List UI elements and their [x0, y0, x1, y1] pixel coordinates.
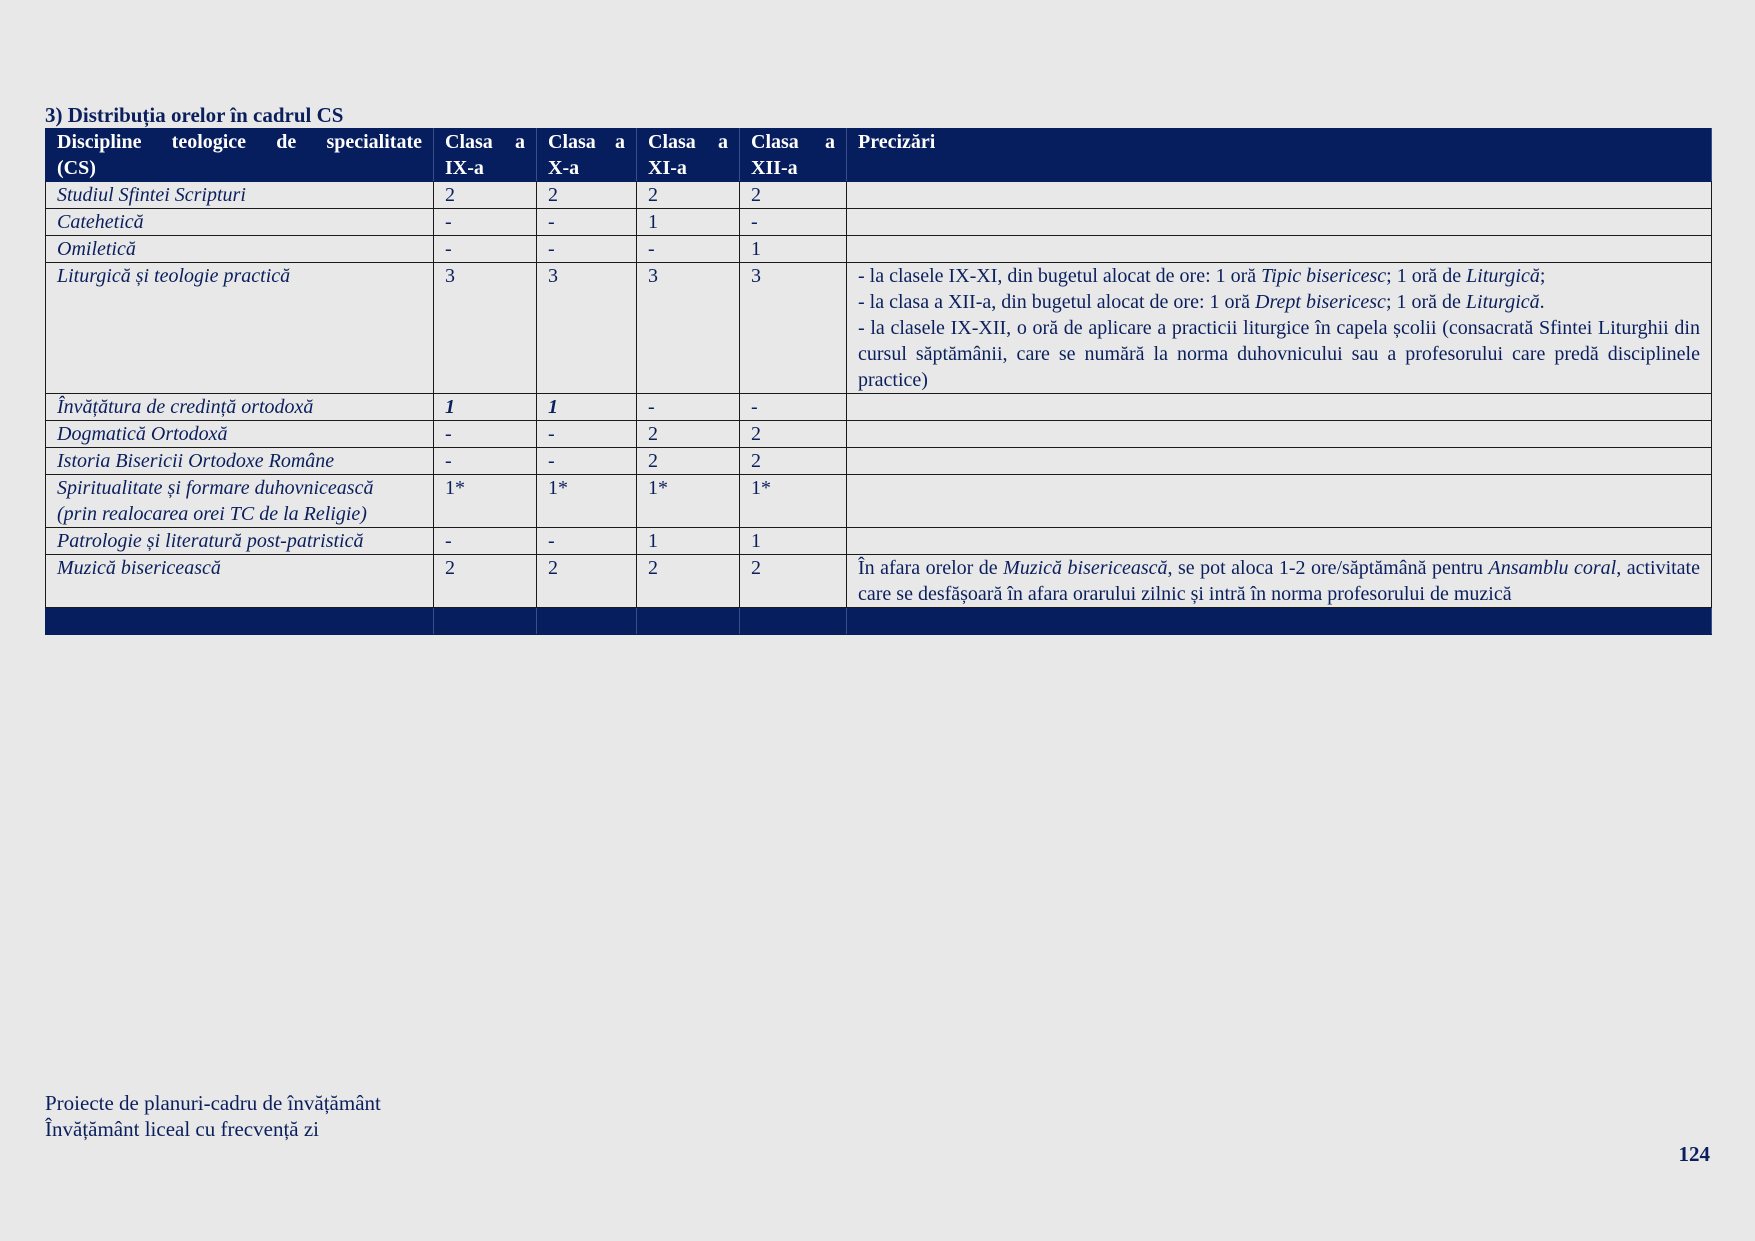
notes-cell: În afara orelor de Muzică bisericească, se pot aloca 1-2 ore/săptămână pentru Ansamblu coral, activitate care se desfășoară în afara orarului zilnic și intră în norma profesorului de muzică [847, 555, 1712, 608]
notes-cell [847, 209, 1712, 236]
header-class-11: Clasa a XI-a [637, 129, 740, 182]
hours-cell: 3 [434, 263, 537, 394]
footer-cell [46, 608, 434, 635]
hours-cell: 1 [637, 528, 740, 555]
section-title: 3) Distribuția orelor în cadrul CS [45, 103, 344, 127]
table-row [46, 394, 1712, 421]
footer-cell [740, 608, 847, 635]
hours-cell: - [637, 394, 740, 421]
table-row [46, 236, 1712, 263]
note-line: - la clasa a XII-a, din bugetul alocat de ore: 1 oră Drept bisericesc; 1 oră de Liturgică. [858, 291, 1545, 313]
table-row [46, 448, 1712, 475]
hours-cell: - [740, 209, 847, 236]
page-number: 124 [1678, 1142, 1710, 1166]
table-row [46, 475, 1712, 528]
discipline-cell: Studiul Sfintei Scripturi [46, 182, 434, 209]
hours-cell: 1* [434, 475, 537, 528]
hours-cell: - [637, 236, 740, 263]
hours-cell: 3 [740, 263, 847, 394]
hours-cell: 1 [537, 394, 637, 421]
hours-cell: 1* [637, 475, 740, 528]
hours-cell: 2 [637, 182, 740, 209]
header-class-9: Clasa a IX-a [434, 129, 537, 182]
page-footer [45, 1090, 381, 1142]
discipline-cell: Spiritualitate și formare duhovnicească (prin realocarea orei TC de la Religie) [46, 475, 434, 528]
table-row [46, 555, 1712, 608]
footer-line: Învățământ liceal cu frecvență zi [45, 1117, 320, 1141]
hours-cell: 1 [740, 236, 847, 263]
discipline-cell: Patrologie și literatură post-patristică [46, 528, 434, 555]
discipline-cell: Dogmatică Ortodoxă [46, 421, 434, 448]
discipline-cell: Omiletică [46, 236, 434, 263]
hours-cell: - [537, 421, 637, 448]
hours-cell: 2 [537, 182, 637, 209]
notes-cell [847, 475, 1712, 528]
hours-cell: - [740, 394, 847, 421]
header-notes: Precizări [847, 129, 1712, 182]
notes-cell [847, 394, 1712, 421]
hours-cell: 2 [740, 421, 847, 448]
footer-line: Proiecte de planuri-cadru de învățământ [45, 1091, 381, 1115]
hours-cell: - [537, 528, 637, 555]
footer-cell [537, 608, 637, 635]
hours-cell: 2 [537, 555, 637, 608]
hours-cell: 2 [434, 555, 537, 608]
hours-cell: 2 [637, 555, 740, 608]
notes-cell [847, 421, 1712, 448]
discipline-cell: Muzică bisericească [46, 555, 434, 608]
footer-cell [434, 608, 537, 635]
hours-cell: 1* [537, 475, 637, 528]
table-footer-row [46, 608, 1712, 635]
table-row [46, 209, 1712, 236]
hours-cell: - [537, 236, 637, 263]
table-header-row [46, 129, 1712, 182]
discipline-cell: Învățătura de credință ortodoxă [46, 394, 434, 421]
hours-cell: 2 [740, 555, 847, 608]
hours-cell: 2 [434, 182, 537, 209]
hours-cell: 1 [637, 209, 740, 236]
header-discipline: Discipline teologice de specialitate (CS) [46, 129, 434, 182]
table-row [46, 182, 1712, 209]
hours-cell: - [537, 448, 637, 475]
note-line: - la clasele IX-XII, o oră de aplicare a practicii liturgice în capela școlii (consacrată Sfintei Liturghii din cursul săptămânii, care se numără la norma duhovnicului sau a profesorului care predă disciplinele practice) [858, 317, 1700, 391]
hours-cell: 2 [740, 182, 847, 209]
hours-cell: - [434, 528, 537, 555]
hours-cell: - [434, 236, 537, 263]
hours-cell: - [434, 421, 537, 448]
table-row [46, 528, 1712, 555]
footer-cell [637, 608, 740, 635]
notes-cell [847, 528, 1712, 555]
hours-cell: 2 [637, 421, 740, 448]
hours-cell: 2 [637, 448, 740, 475]
hours-cell: - [537, 209, 637, 236]
header-class-12: Clasa a XII-a [740, 129, 847, 182]
note-line: - la clasele IX-XI, din bugetul alocat de ore: 1 oră Tipic bisericesc; 1 oră de Liturgică; [858, 265, 1546, 287]
header-class-10: Clasa a X-a [537, 129, 637, 182]
hours-cell: - [434, 448, 537, 475]
footer-cell [847, 608, 1712, 635]
notes-cell [847, 263, 1712, 394]
notes-cell [847, 236, 1712, 263]
hours-cell: 3 [537, 263, 637, 394]
notes-cell [847, 182, 1712, 209]
table-row [46, 421, 1712, 448]
table-row [46, 263, 1712, 394]
discipline-cell: Liturgică și teologie practică [46, 263, 434, 394]
cs-hours-table [45, 128, 1712, 635]
hours-cell: 1 [434, 394, 537, 421]
discipline-cell: Istoria Bisericii Ortodoxe Române [46, 448, 434, 475]
hours-cell: 3 [637, 263, 740, 394]
discipline-cell: Catehetică [46, 209, 434, 236]
hours-cell: - [434, 209, 537, 236]
hours-cell: 2 [740, 448, 847, 475]
hours-cell: 1 [740, 528, 847, 555]
hours-cell: 1* [740, 475, 847, 528]
notes-cell [847, 448, 1712, 475]
